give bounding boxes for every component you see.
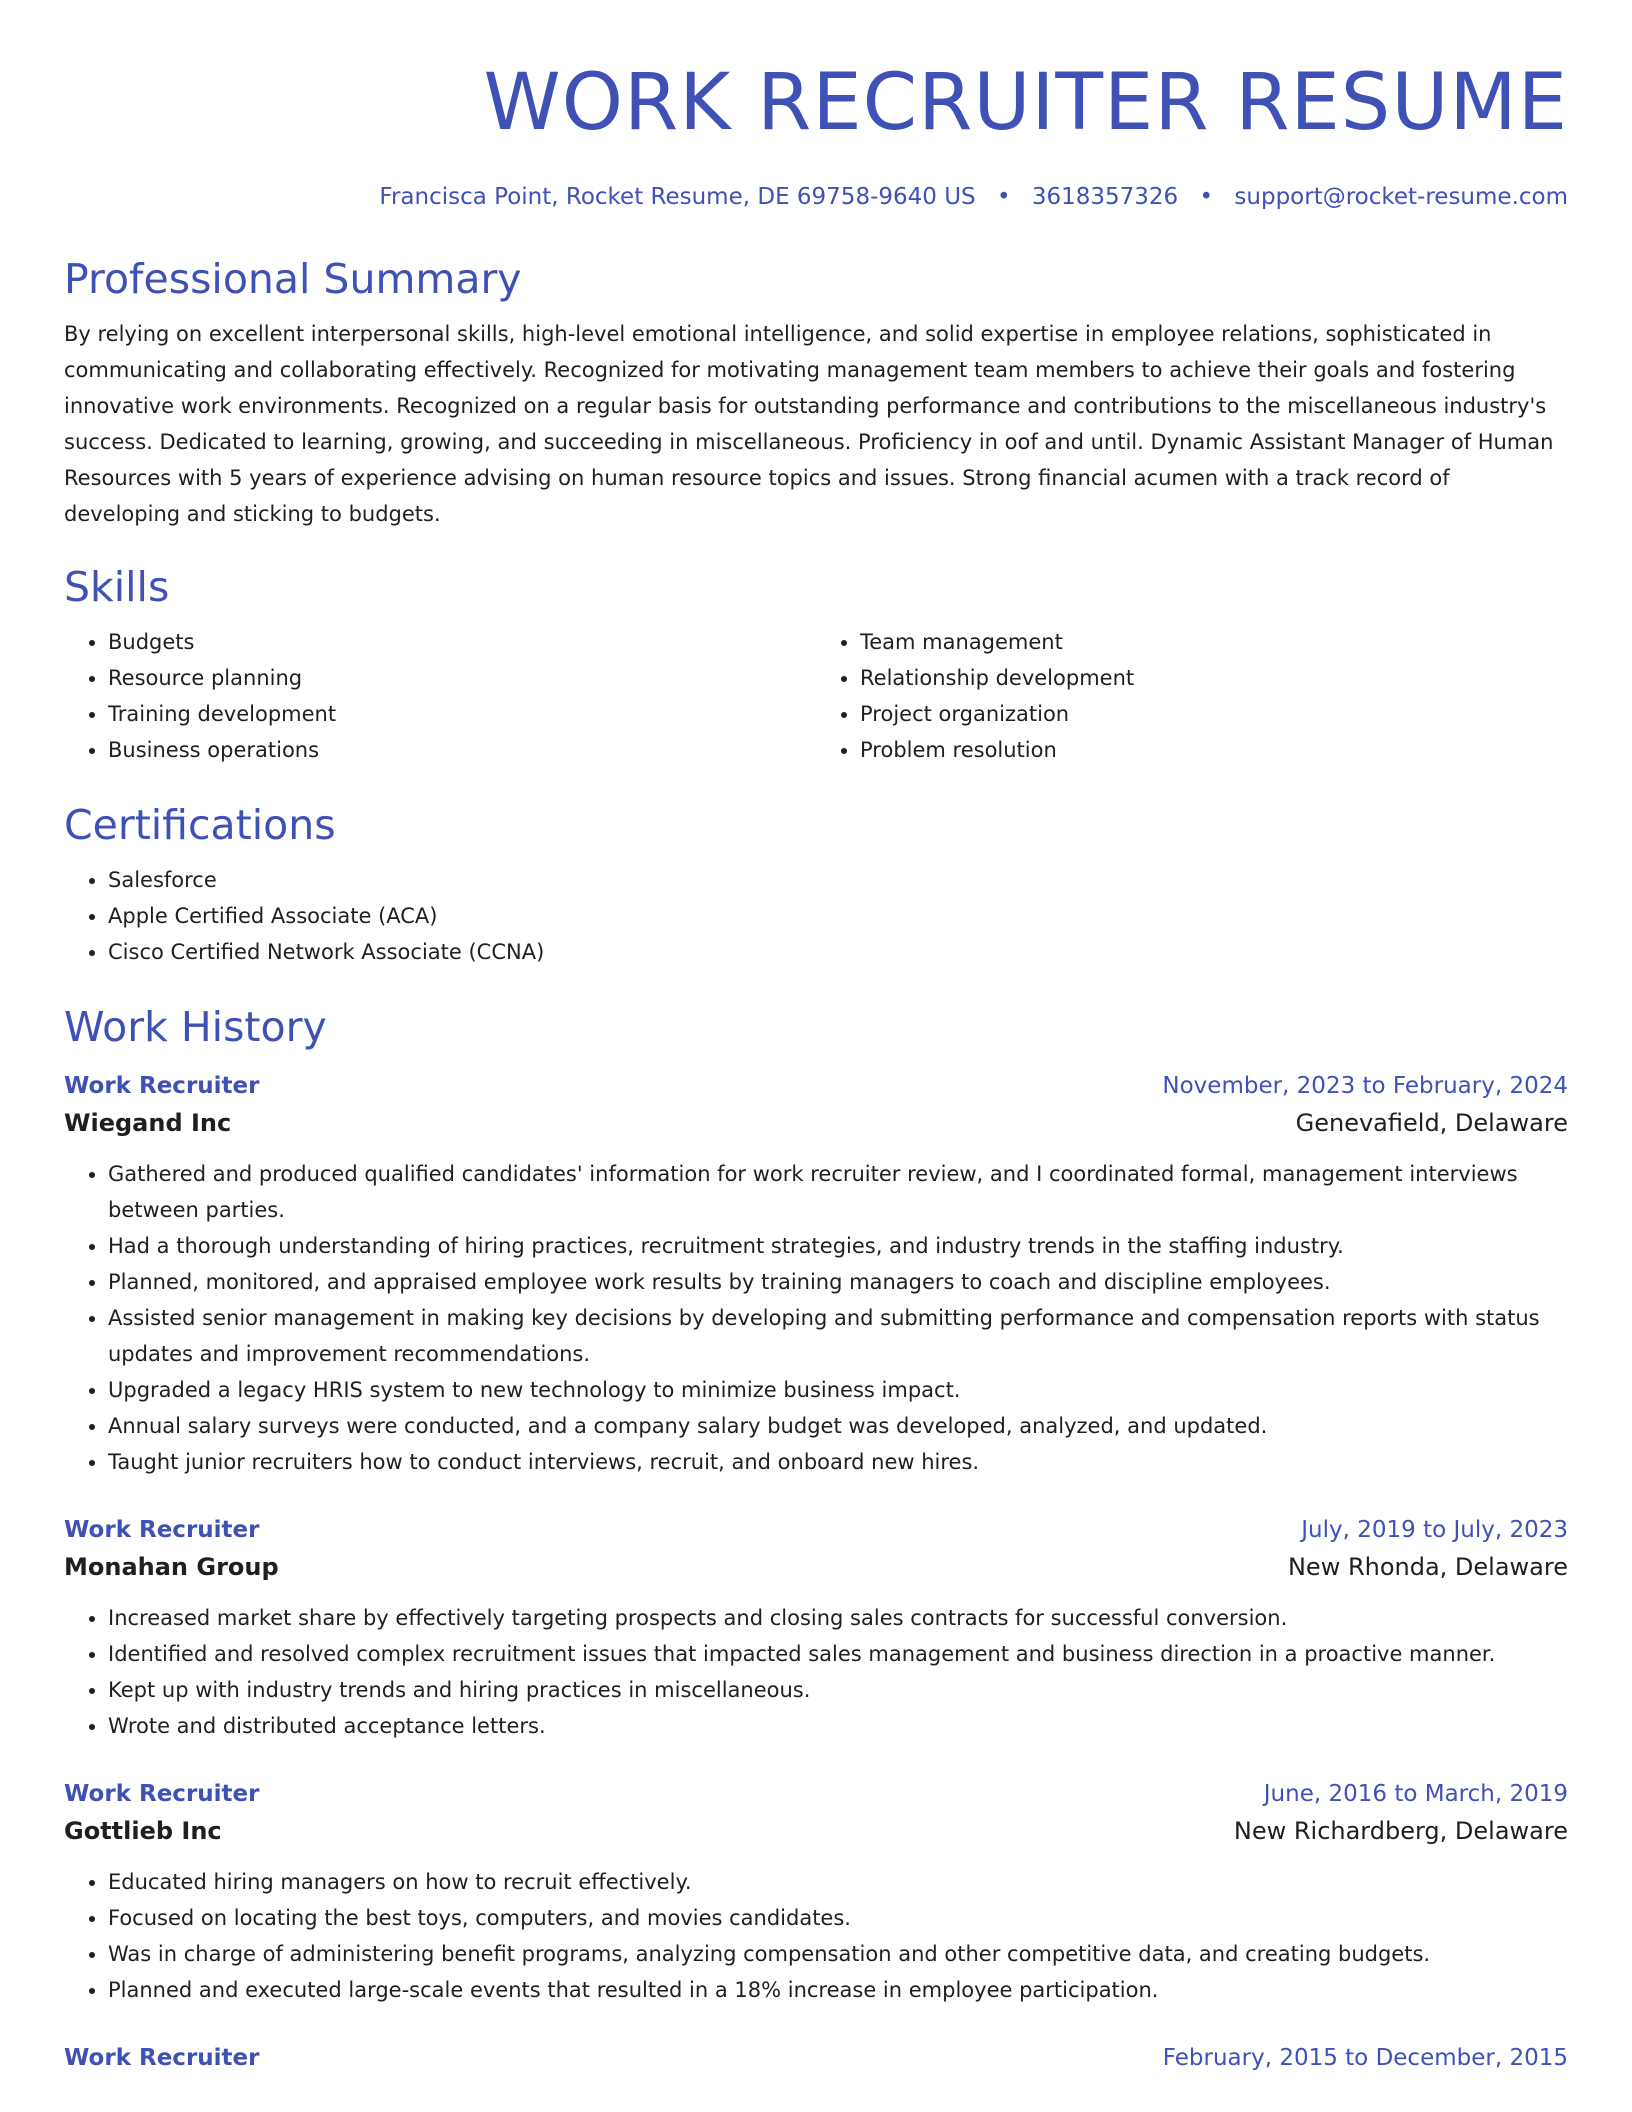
job-bullet: • Had a thorough understanding of hiring practices, recruitment strategies, and industry trends in the staffing industry.: [108, 1228, 1568, 1264]
job-bullet: • Annual salary surveys were conducted, and a company salary budget was developed, analyzed, and updated.: [108, 1408, 1568, 1444]
certification-item: • Apple Certified Associate (ACA): [108, 898, 1568, 934]
job-company-row: [64, 1812, 1568, 1850]
job-entry: [64, 1068, 1568, 1480]
contact-email: support@rocket-resume.com: [1234, 184, 1568, 210]
skill-item: • Team management: [860, 624, 1568, 660]
contact-address: Francisca Point, Rocket Resume, DE 69758-9640 US: [379, 184, 976, 210]
job-title-row: [64, 1512, 1568, 1548]
skill-item: • Business operations: [108, 732, 816, 768]
job-dates: November, 2023 to February, 2024: [1162, 1073, 1568, 1099]
resume-header: [64, 58, 1568, 212]
job-company-row: [64, 1104, 1568, 1142]
job-bullets: [64, 1156, 1568, 1480]
resume-title: WORK RECRUITER RESUME: [483, 58, 1568, 148]
skill-item: • Relationship development: [860, 660, 1568, 696]
skills-columns: [64, 624, 1568, 768]
job-company: Wiegand Inc: [64, 1109, 232, 1137]
job-bullet: • Assisted senior management in making key decisions by developing and submitting performance and compensation reports with status updates and improvement recommendations.: [108, 1300, 1568, 1372]
job-company: Monahan Group: [64, 1553, 279, 1581]
job-bullet: • Wrote and distributed acceptance letters.: [108, 1708, 1568, 1744]
job-bullet: • Planned and executed large-scale events that resulted in a 18% increase in employee participation.: [108, 1972, 1568, 2008]
summary-section: [64, 254, 1568, 532]
contact-line: [64, 182, 1568, 212]
job-entry: [64, 1512, 1568, 1744]
skills-heading: Skills: [64, 563, 170, 611]
skill-item: • Project organization: [860, 696, 1568, 732]
job-entry: [64, 1776, 1568, 2008]
job-bullet: • Increased market share by effectively targeting prospects and closing sales contracts for successful conversion.: [108, 1600, 1568, 1636]
certifications-heading: Certifications: [64, 801, 336, 849]
work-history-heading: Work History: [64, 1003, 327, 1051]
job-title-row: [64, 1776, 1568, 1812]
job-bullet: • Identified and resolved complex recruitment issues that impacted sales management and business direction in a proactive manner.: [108, 1636, 1568, 1672]
certification-item: • Cisco Certified Network Associate (CCNA): [108, 934, 1568, 970]
job-title-row: [64, 1068, 1568, 1104]
job-dates: June, 2016 to March, 2019: [1263, 1781, 1568, 1807]
job-title-row: [64, 2040, 1568, 2076]
job-dates: July, 2019 to July, 2023: [1301, 1517, 1568, 1543]
work-history-section: [64, 1002, 1568, 2076]
job-bullets: [64, 1864, 1568, 2008]
job-bullet: • Gathered and produced qualified candidates' information for work recruiter review, and I coordinated formal, management interviews between parties.: [108, 1156, 1568, 1228]
job-title: Work Recruiter: [64, 1073, 260, 1099]
job-bullet: • Kept up with industry trends and hiring practices in miscellaneous.: [108, 1672, 1568, 1708]
job-company: Gottlieb Inc: [64, 1817, 222, 1845]
job-dates: February, 2015 to December, 2015: [1162, 2045, 1568, 2071]
contact-separator: •: [1199, 184, 1214, 210]
job-bullet: • Focused on locating the best toys, computers, and movies candidates.: [108, 1900, 1568, 1936]
skills-right-list: [816, 624, 1568, 768]
skill-item: • Problem resolution: [860, 732, 1568, 768]
skill-item: • Training development: [108, 696, 816, 732]
job-title: Work Recruiter: [64, 1517, 260, 1543]
job-bullet: • Educated hiring managers on how to recruit effectively.: [108, 1864, 1568, 1900]
job-entry: [64, 2040, 1568, 2076]
skills-section: [64, 562, 1568, 768]
job-bullets: [64, 1600, 1568, 1744]
job-location: New Richardberg, Delaware: [1233, 1817, 1568, 1845]
job-bullet: • Planned, monitored, and appraised employee work results by training managers to coach and discipline employees.: [108, 1264, 1568, 1300]
job-bullet: • Taught junior recruiters how to conduct interviews, recruit, and onboard new hires.: [108, 1444, 1568, 1480]
certifications-list: [64, 862, 1568, 970]
job-bullet: • Upgraded a legacy HRIS system to new technology to minimize business impact.: [108, 1372, 1568, 1408]
contact-separator: •: [996, 184, 1011, 210]
certifications-section: [64, 800, 1568, 970]
skills-left-list: [64, 624, 816, 768]
contact-phone: 3618357326: [1031, 184, 1179, 210]
job-location: Genevafield, Delaware: [1295, 1109, 1568, 1137]
summary-heading: Professional Summary: [64, 255, 522, 303]
summary-text: By relying on excellent interpersonal skills, high-level emotional intelligence, and solid expertise in employee relations, sophisticated in communicating and collaborating effectively. Recognized for motivating management team members to achieve their goals and fostering innovative work environments. Recognized on a regular basis for outstanding performance and contributions to the miscellaneous industry's success. Dedicated to learning, growing, and succeeding in miscellaneous. Proficiency in oof and until. Dynamic Assistant Manager of Human Resources with 5 years of experience advising on human resource topics and issues. Strong financial acumen with a track record of developing and sticking to budgets.: [64, 322, 1554, 526]
job-bullet: • Was in charge of administering benefit programs, analyzing compensation and other competitive data, and creating budgets.: [108, 1936, 1568, 1972]
skill-item: • Resource planning: [108, 660, 816, 696]
job-company-row: [64, 1548, 1568, 1586]
job-title: Work Recruiter: [64, 2045, 260, 2071]
certification-item: • Salesforce: [108, 862, 1568, 898]
job-location: New Rhonda, Delaware: [1287, 1553, 1568, 1581]
job-title: Work Recruiter: [64, 1781, 260, 1807]
skill-item: • Budgets: [108, 624, 816, 660]
